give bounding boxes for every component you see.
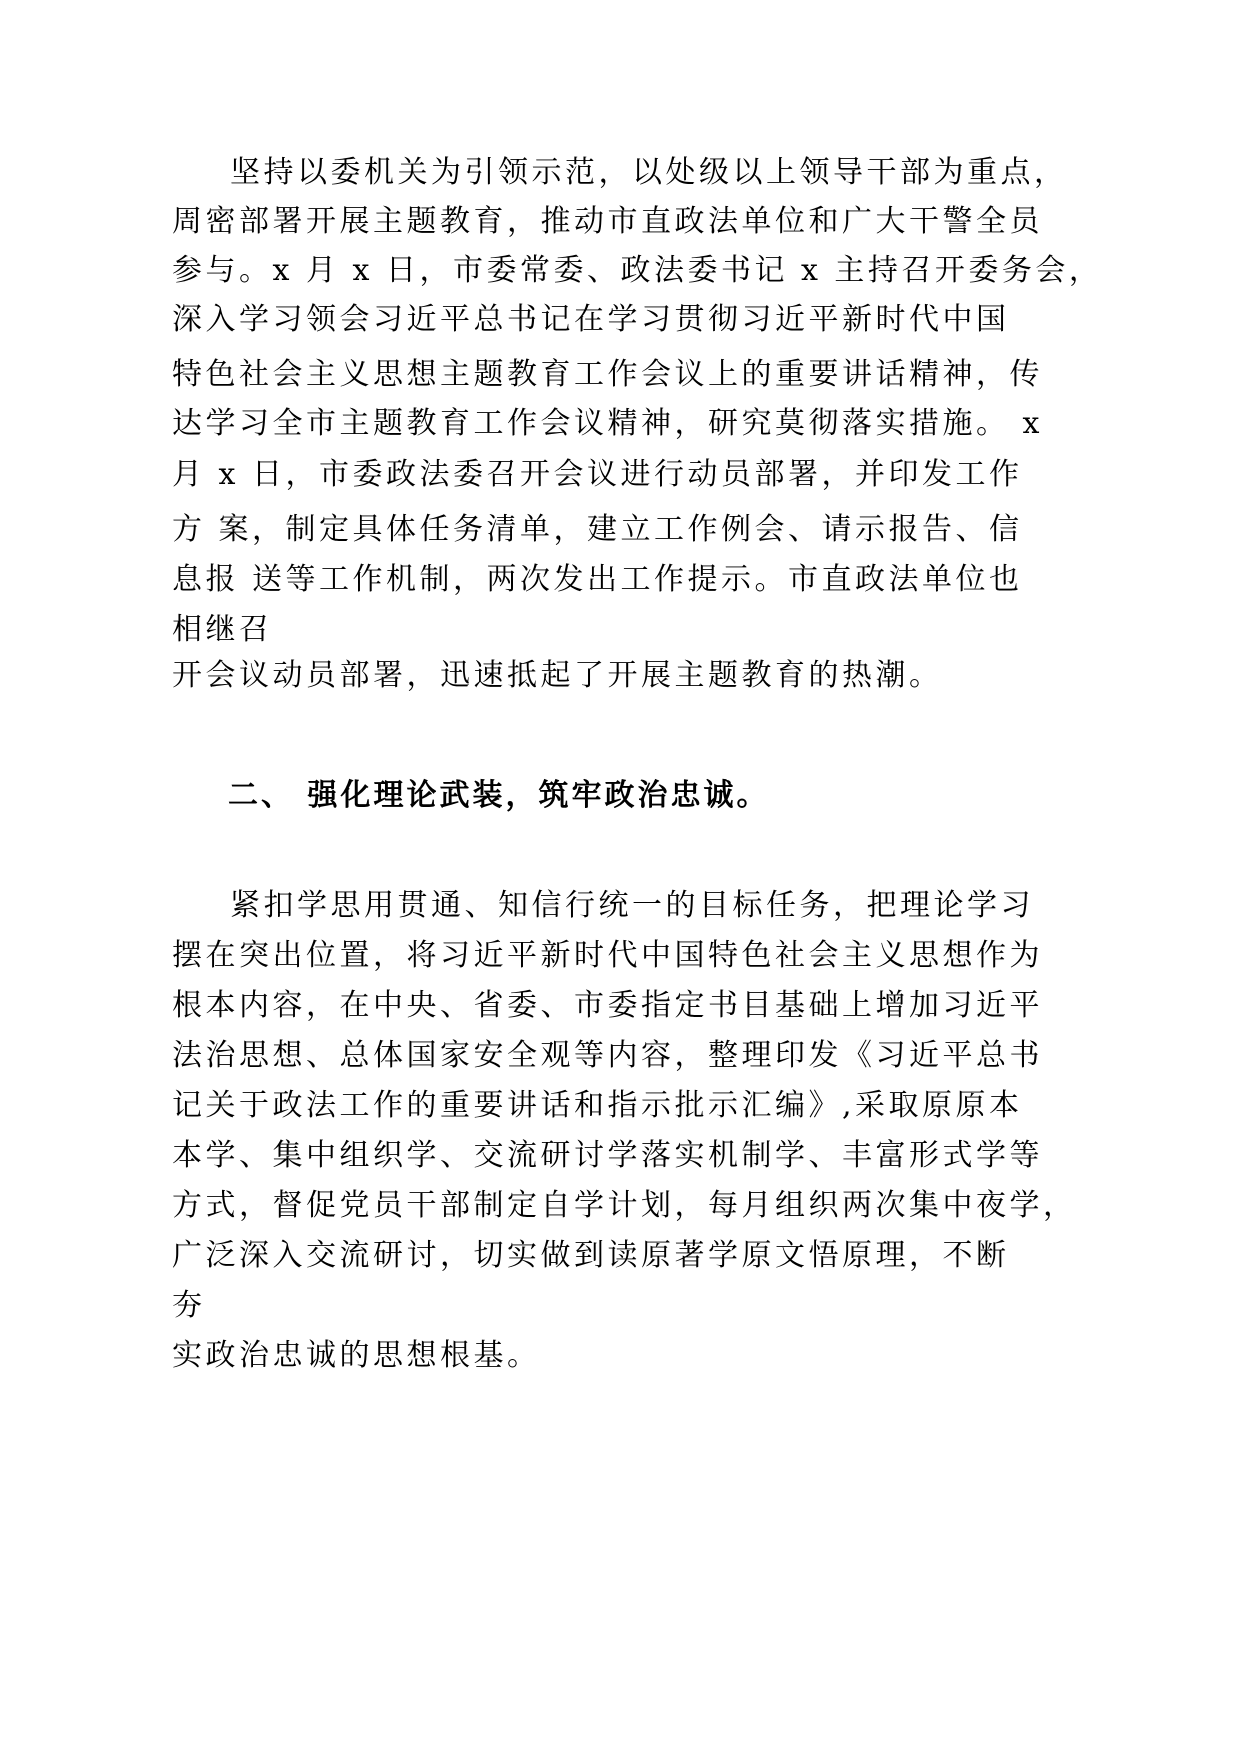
paragraph-line: 方式，督促党员干部制定自学计划，每月组织两次集中夜学，: [172, 1188, 1077, 1223]
paragraph-line: 法治思想、总体国家安全观等内容，整理印发《习近平总书: [172, 1038, 1043, 1073]
paragraph-line: 坚持以委机关为引领示范，以处级以上领导干部为重点，: [230, 155, 1068, 190]
paragraph-line: 方 案，制定具体任务清单，建立工作例会、请示报告、信: [172, 512, 1023, 547]
paragraph-line: 实政治忠诚的思想根基。: [172, 1338, 541, 1373]
paragraph-line: 夯: [172, 1288, 206, 1323]
paragraph-line: 广泛深入交流研讨，切实做到读原著学原文悟原理，不断: [172, 1238, 1010, 1273]
paragraph-line: 特色社会主义思想主题教育工作会议上的重要讲话精神，传: [172, 357, 1043, 392]
section-heading: 二、 强化理论武装，筑牢政治忠诚。: [228, 778, 770, 813]
paragraph-line: 参与。x 月 x 日，市委常委、政法委书记 x 主持召开委务会，: [172, 253, 1103, 288]
paragraph-line: 根本内容，在中央、省委、市委指定书目基础上增加习近平: [172, 988, 1043, 1023]
paragraph-line: 开会议动员部署，迅速抵起了开展主题教育的热潮。: [172, 658, 943, 693]
paragraph-line: 息报 送等工作机制，两次发出工作提示。市直政法单位也: [172, 562, 1023, 597]
paragraph-line: 记关于政法工作的重要讲话和指示批示汇编》,采取原原本: [172, 1088, 1023, 1123]
paragraph-line: 周密部署开展主题教育，推动市直政法单位和广大干警全员: [172, 204, 1043, 239]
paragraph-line: 深入学习领会习近平总书记在学习贯彻习近平新时代中国: [172, 302, 1010, 337]
paragraph-line: 相继召: [172, 612, 273, 647]
paragraph-line: 摆在突出位置，将习近平新时代中国特色社会主义思想作为: [172, 938, 1043, 973]
paragraph-line: 紧扣学思用贯通、知信行统一的目标任务，把理论学习: [230, 888, 1034, 923]
paragraph-line: 月 x 日，市委政法委召开会议进行动员部署，并印发工作: [172, 457, 1023, 492]
paragraph-line: 达学习全市主题教育工作会议精神，研究莫彻落实措施。 x: [172, 406, 1043, 441]
paragraph-line: 本学、集中组织学、交流研讨学落实机制学、丰富形式学等: [172, 1138, 1043, 1173]
